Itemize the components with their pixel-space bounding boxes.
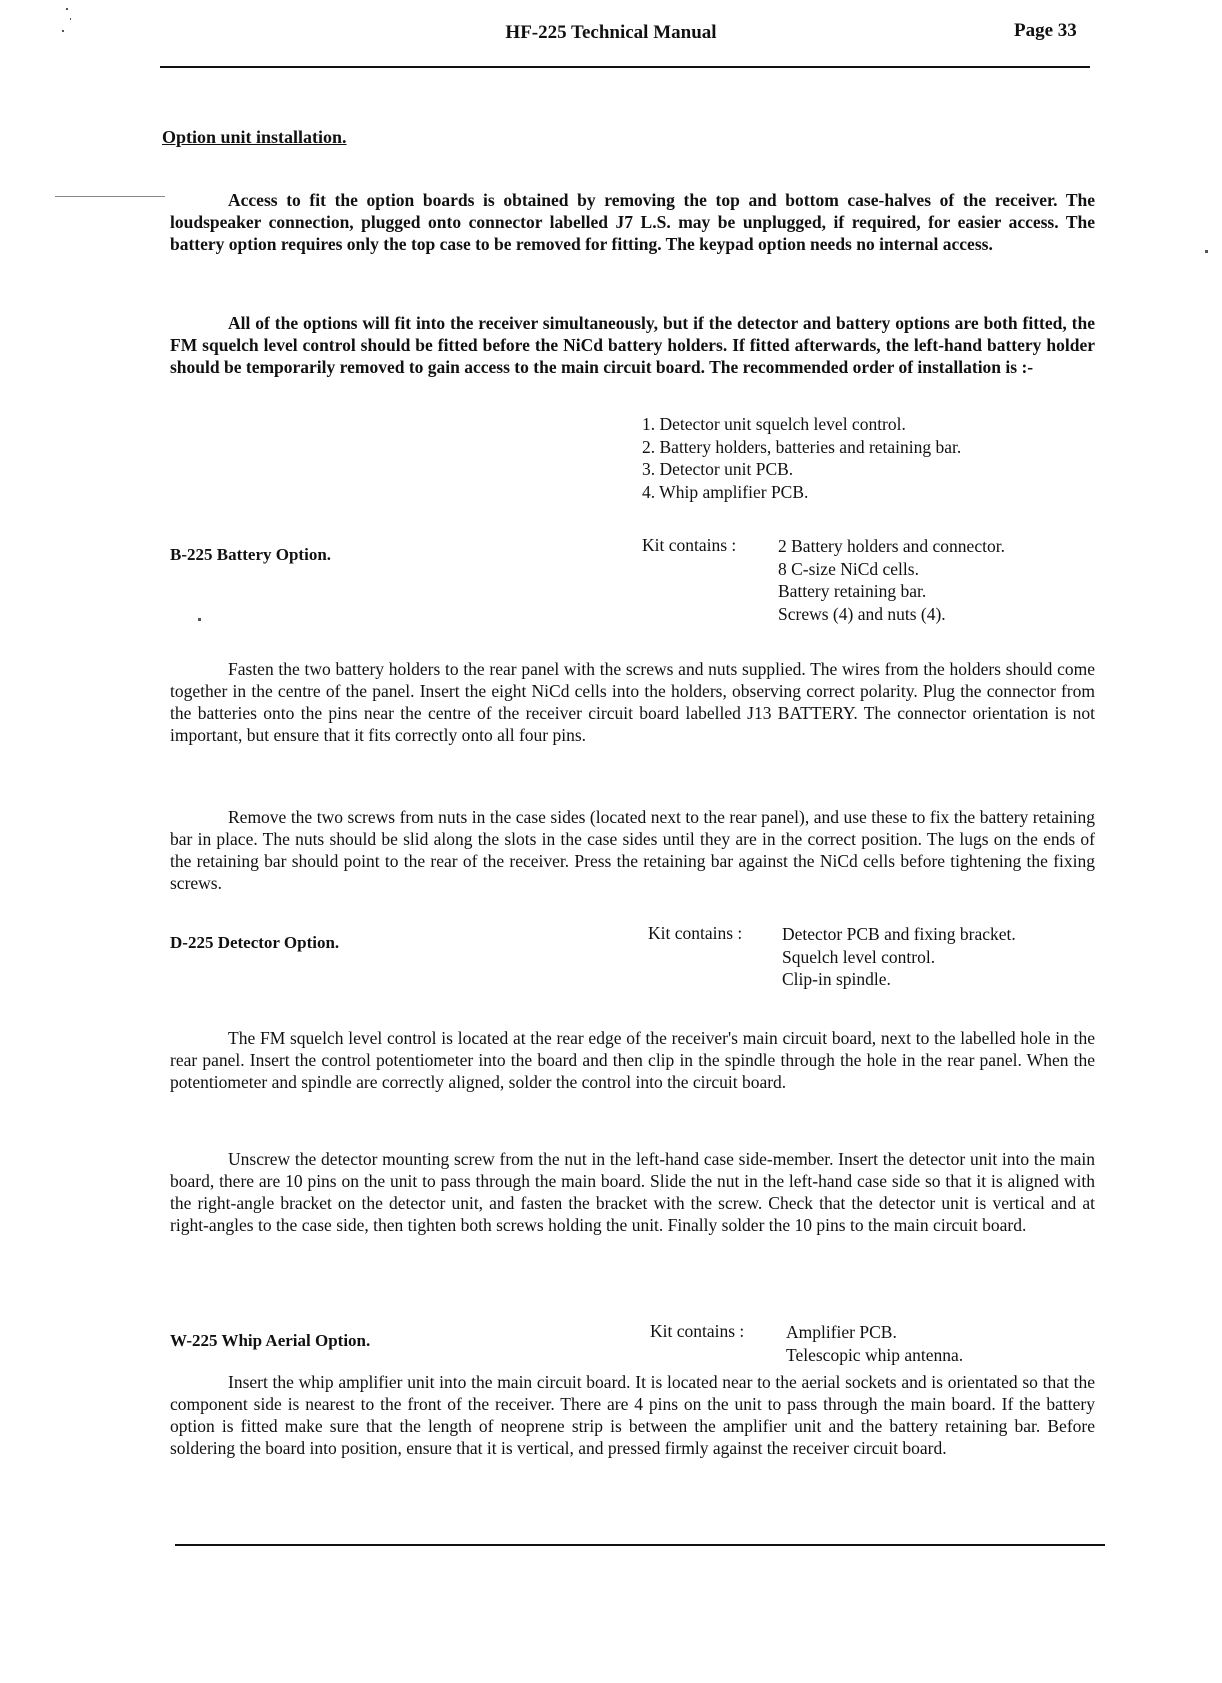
- page-number: Page 33: [1014, 20, 1077, 41]
- install-order-item: 4. Whip amplifier PCB.: [642, 481, 809, 502]
- document-header-title: HF-225 Technical Manual: [505, 22, 717, 43]
- kit-item: Amplifier PCB.: [786, 1322, 897, 1342]
- scan-speck: [1205, 250, 1208, 253]
- detector-option-title: D-225 Detector Option.: [170, 933, 340, 952]
- kit-item: Detector PCB and fixing bracket.: [782, 924, 1016, 944]
- kit-item: Clip-in spindle.: [782, 969, 891, 989]
- scan-dash-mark: [55, 196, 165, 197]
- install-order-item: 2. Battery holders, batteries and retaining bar.: [642, 436, 962, 457]
- intro-paragraph-2: All of the options will fit into the receiver simultaneously, but if the detector and battery options are both fitted, the FM squelch level control should be fitted before the NiCd battery holders. If fitted afterwards, the left-hand battery holder should be temporarily removed to gain access to the main circuit board. The recommended order of installation is :-: [170, 313, 1095, 377]
- detector-kit-list: [782, 923, 1016, 991]
- scan-speck: [66, 8, 68, 10]
- footer-rule: [175, 1544, 1105, 1546]
- whip-kit-label: Kit contains :: [650, 1321, 745, 1341]
- scan-speck: [70, 18, 71, 20]
- detector-paragraph-2: Unscrew the detector mounting screw from the nut in the left-hand case side-member. Insert the detector unit into the main board, there are 10 pins on the unit to pass through the main board. Slide the nut in the left-hand case side so that it is aligned with the right-angle bracket on the detector unit, and fasten the bracket with the screw. Check that the detector unit is vertical and at right-angles to the case side, then tighten both screws holding the unit. Finally solder the 10 pins to the main circuit board.: [170, 1149, 1095, 1235]
- battery-option-title: B-225 Battery Option.: [170, 545, 332, 564]
- kit-item: Battery retaining bar.: [778, 581, 927, 601]
- detector-kit-label: Kit contains :: [648, 923, 743, 943]
- battery-paragraph-2: Remove the two screws from nuts in the case sides (located next to the rear panel), and use these to fix the battery retaining bar in place. The nuts should be slid along the slots in the case sides until they are in the correct position. The lugs on the ends of the retaining bar should point to the rear of the receiver. Press the retaining bar against the NiCd cells before tightening the fixing screws.: [170, 807, 1095, 893]
- kit-item: Telescopic whip antenna.: [786, 1344, 964, 1365]
- kit-item: 2 Battery holders and connector.: [778, 536, 1005, 556]
- whip-paragraph-1: Insert the whip amplifier unit into the main circuit board. It is located near to the aerial sockets and is orientated so that the component side is nearest to the front of the receiver. There are 4 pins on the unit to pass through the main board. If the battery option is fitted make sure that the length of neoprene strip is between the amplifier unit and the battery retaining bar. Before soldering the board into position, ensure that it is vertical, and pressed firmly against the receiver circuit board.: [170, 1372, 1095, 1458]
- kit-item: Squelch level control.: [782, 946, 936, 967]
- whip-kit-list: [786, 1321, 963, 1366]
- whip-option-title: W-225 Whip Aerial Option.: [170, 1331, 371, 1350]
- intro-paragraph-1: Access to fit the option boards is obtained by removing the top and bottom case-halves of the receiver. The loudspeaker connection, plugged onto connector labelled J7 L.S. may be unplugged, if required, for easier access. The battery option requires only the top case to be removed for fitting. The keypad option needs no internal access.: [170, 190, 1095, 254]
- kit-item: 8 C-size NiCd cells.: [778, 558, 919, 579]
- header-rule: [160, 66, 1090, 68]
- battery-kit-label: Kit contains :: [642, 535, 737, 555]
- battery-kit-list: [778, 535, 1005, 625]
- section-title: Option unit installation.: [162, 127, 347, 147]
- scan-speck: [198, 618, 201, 621]
- install-order-item: 3. Detector unit PCB.: [642, 459, 794, 479]
- detector-paragraph-1: The FM squelch level control is located at the rear edge of the receiver's main circuit board, next to the labelled hole in the rear panel. Insert the control potentiometer into the board and then clip in the spindle through the hole in the rear panel. When the potentiometer and spindle are correctly aligned, solder the control into the circuit board.: [170, 1028, 1095, 1092]
- kit-item: Screws (4) and nuts (4).: [778, 603, 946, 624]
- scan-speck: [62, 30, 64, 32]
- battery-paragraph-1: Fasten the two battery holders to the rear panel with the screws and nuts supplied. The wires from the holders should come together in the centre of the panel. Insert the eight NiCd cells into the holders, observing correct polarity. Plug the connector from the batteries onto the pins near the centre of the receiver circuit board labelled J13 BATTERY. The connector orientation is not important, but ensure that it fits correctly onto all four pins.: [170, 659, 1095, 745]
- install-order-item: 1. Detector unit squelch level control.: [642, 414, 906, 434]
- install-order-list: [642, 413, 961, 503]
